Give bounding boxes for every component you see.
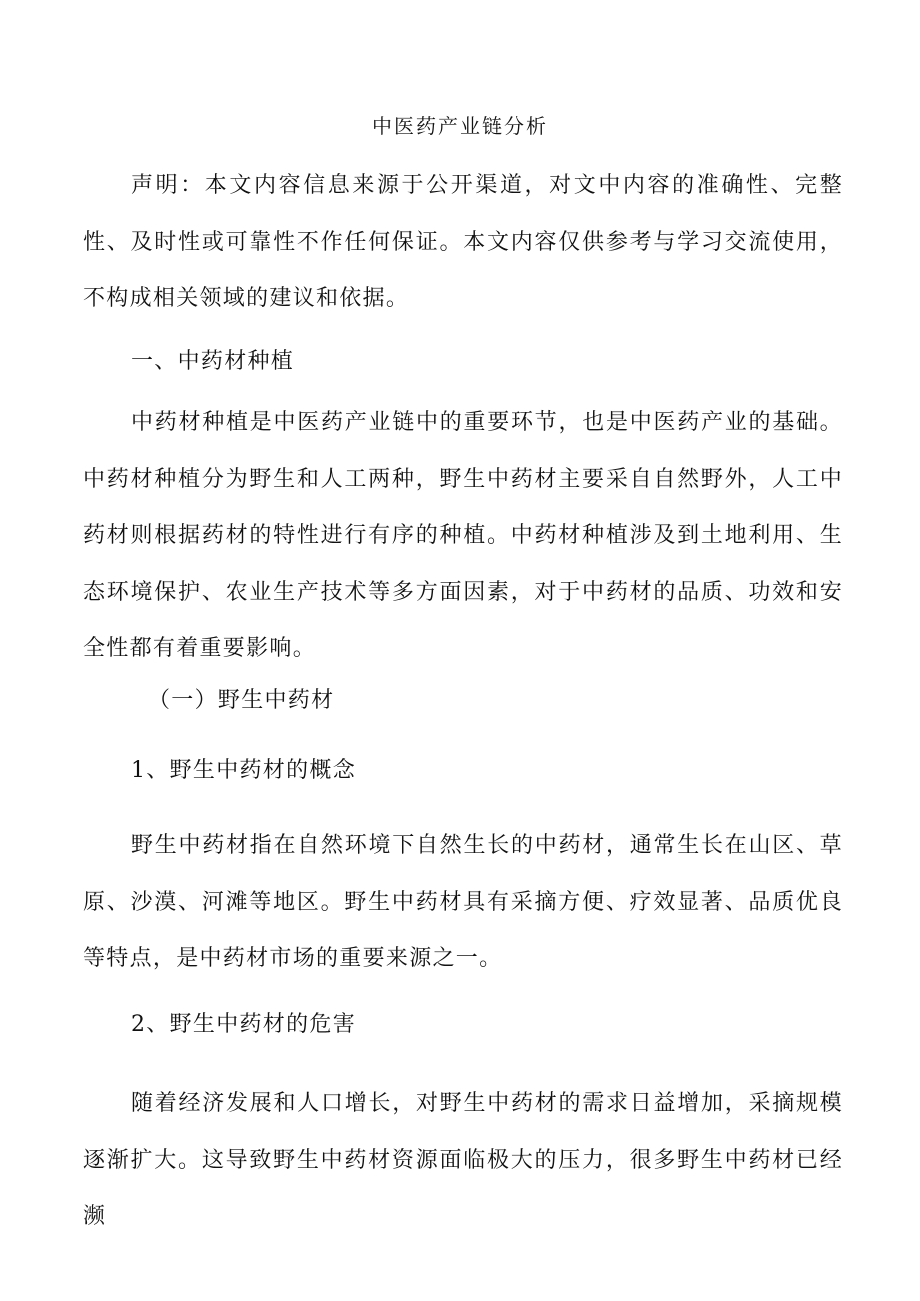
subsection-heading-wild: （一）野生中药材 bbox=[148, 688, 335, 713]
disclaimer-paragraph: 声明：本文内容信息来源于公开渠道，对文中内容的准确性、完整性、及时性或可靠性不作任何保证。本文内容仅供参考与学习交流使用，不构成相关领域的建议和依据。 bbox=[83, 173, 843, 311]
item-heading-concept: 1、野生中药材的概念 bbox=[131, 758, 356, 783]
item-paragraph-harm: 随着经济发展和人口增长，对野生中药材的需求日益增加，采摘规模逐渐扩大。这导致野生中药材资源面临极大的压力，很多野生中药材已经濒 bbox=[83, 1091, 843, 1229]
section-paragraph-planting: 中药材种植是中医药产业链中的重要环节，也是中医药产业的基础。中药材种植分为野生和人工两种，野生中药材主要采自自然野外，人工中药材则根据药材的特性进行有序的种植。中药材种植涉及到土地利用、生态环境保护、农业生产技术等多方面因素，对于中药材的品质、功效和安全性都有着重要影响。 bbox=[83, 410, 843, 661]
section-heading-planting: 一、中药材种植 bbox=[131, 349, 295, 374]
document-title: 中医药产业链分析 bbox=[372, 114, 548, 138]
item-paragraph-concept: 野生中药材指在自然环境下自然生长的中药材，通常生长在山区、草原、沙漠、河滩等地区。野生中药材具有采摘方便、疗效显著、品质优良等特点，是中药材市场的重要来源之一。 bbox=[83, 833, 843, 971]
item-heading-harm: 2、野生中药材的危害 bbox=[131, 1012, 356, 1037]
